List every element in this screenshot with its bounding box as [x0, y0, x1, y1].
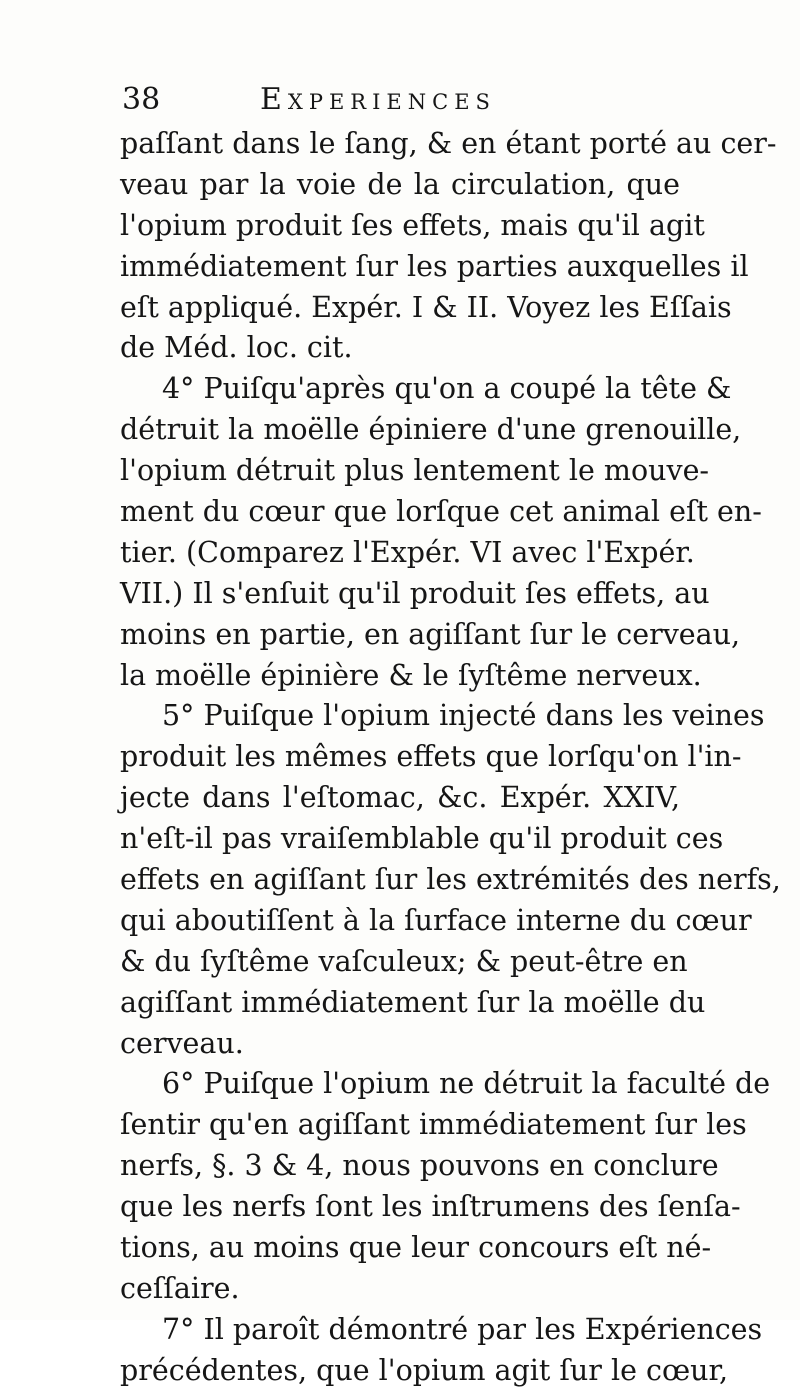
- text-line: agiſſant immédiatement ſur la moëlle du: [120, 985, 706, 1019]
- text-line: l'opium détruit plus lentement le mouve-: [120, 454, 710, 488]
- text-line: eſt appliqué. Expér. I & II. Voyez les Eſſais: [120, 290, 732, 324]
- paragraph-4-start: 4° Puiſqu'après qu'on a coupé la tête &: [162, 372, 732, 406]
- page-header: [122, 78, 682, 122]
- text-line: détruit la moëlle épiniere d'une grenouille,: [120, 413, 742, 447]
- text-line: nerfs, §. 3 & 4, nous pouvons en conclure: [120, 1149, 719, 1183]
- paragraph-6-start: 6° Puiſque l'opium ne détruit la faculté de: [162, 1067, 771, 1101]
- text-line: tier. (Comparez l'Expér. VI avec l'Expér.: [120, 535, 695, 569]
- text-line: la moëlle épinière & le ſyſtême nerveux.: [120, 658, 702, 692]
- text-line: & du ſyſtême vaſculeux; & peut-être en: [120, 944, 688, 978]
- body-text: [120, 124, 781, 1392]
- text-line: tions, au moins que leur concours eſt né-: [120, 1231, 712, 1265]
- text-line: effets en agiſſant ſur les extrémités des nerfs,: [120, 863, 781, 897]
- text-line: n'eſt-il pas vraiſemblable qu'il produit ces: [120, 822, 724, 856]
- text-line: veau par la voie de la circulation, que: [120, 167, 680, 201]
- text-line: moins en partie, en agiſſant ſur le cerveau,: [120, 617, 741, 651]
- text-line: l'opium produit ſes effets, mais qu'il agit: [120, 208, 705, 242]
- text-line: ment du cœur que lorſque cet animal eſt en-: [120, 495, 762, 529]
- text-line: de Méd. loc. cit.: [120, 331, 353, 365]
- text-line: ceſſaire.: [120, 1271, 240, 1305]
- paragraph-7-start: 7° Il paroît démontré par les Expériences: [162, 1312, 763, 1346]
- text-line: qui aboutiſſent à la ſurface interne du cœur: [120, 903, 752, 937]
- text-line: que les nerfs ſont les inſtrumens des ſenſa-: [120, 1190, 741, 1224]
- page-number: 38: [122, 82, 161, 117]
- running-head: Experiences: [260, 82, 496, 117]
- text-line: immédiatement ſur les parties auxquelles il: [120, 249, 749, 283]
- text-line: jecte dans l'eſtomac, &c. Expér. XXIV,: [120, 781, 680, 815]
- text-line: produit les mêmes effets que lorſqu'on l'in-: [120, 740, 742, 774]
- text-line: précédentes, que l'opium agit ſur le cœur,: [120, 1353, 729, 1387]
- paragraph-5-start: 5° Puiſque l'opium injecté dans les veines: [162, 699, 765, 733]
- text-line: cerveau.: [120, 1026, 244, 1060]
- text-line: ſentir qu'en agiſſant immédiatement ſur les: [120, 1108, 747, 1142]
- text-line: VII.) Il s'enſuit qu'il produit ſes effets, au: [120, 576, 710, 610]
- text-line: paſſant dans le ſang, & en étant porté au cer-: [120, 127, 777, 160]
